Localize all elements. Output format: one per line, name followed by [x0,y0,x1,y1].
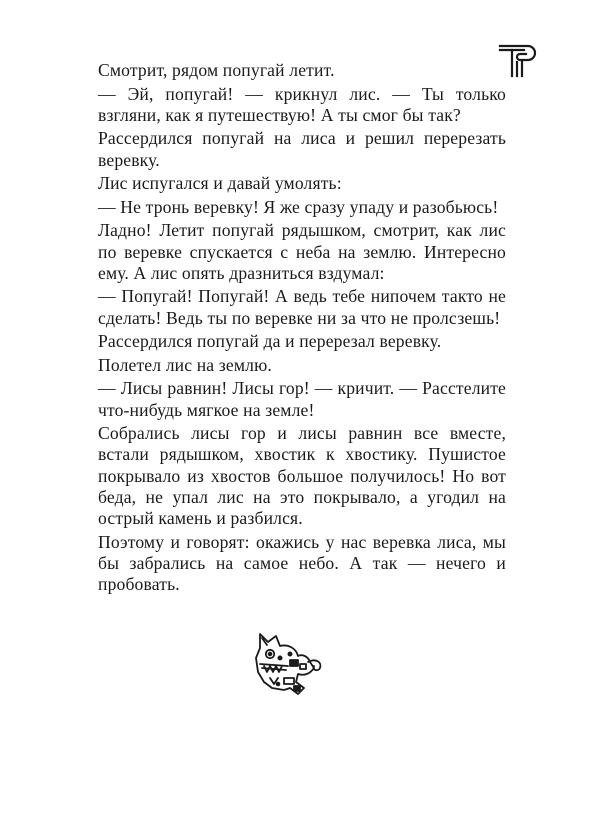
paragraph: Собрались лисы гор и лисы равнин все вместе, встали рядышком, хвостик к хвостику. Пушистое покрывало из хвостов большое получилось! Но вот беда, не упал лис на это покрывало, а угодил на острый камень и разбился. [98,423,506,528]
story-text [98,60,506,598]
paragraph: — Лисы равнин! Лисы гор! — кричит. — Расстелите что-нибудь мягкое на земле! [98,378,506,420]
paragraph: Смотрит, рядом попугай летит. [98,60,335,80]
paragraph: Рассердился попугай да и перерезал веревку. [98,331,442,352]
paragraph: Ладно! Летит попугай рядышком, смотрит, как лис по веревке спускается с неба на землю. Интересно ему. А лис опять дразниться вздумал: [98,220,506,283]
paragraph: — Попугай! Попугай! А ведь тебе нипочем такто не сделать! Ведь ты по веревке ни за что не пролсзешь! [98,286,506,328]
paragraph: Рассердился попугай на лиса и решил перерезать веревку. [98,128,506,170]
paragraph: — Эй, попугай! — крикнул лис. — Ты только взгляни, как я путешествую! А ты смог бы так? [98,83,506,125]
paragraph: Поэтому и говорят: окажись у нас веревка лиса, мы бы забрались на самое небо. А так — нечего и пробовать. [98,531,506,594]
paragraph: — Не тронь веревку! Я же сразу упаду и разобьюсь! [98,196,499,217]
paragraph: Лис испугался и давай умолять: [98,173,342,194]
paragraph: Полетел лис на землю. [98,354,272,375]
fox-figure-ornament [250,628,328,698]
